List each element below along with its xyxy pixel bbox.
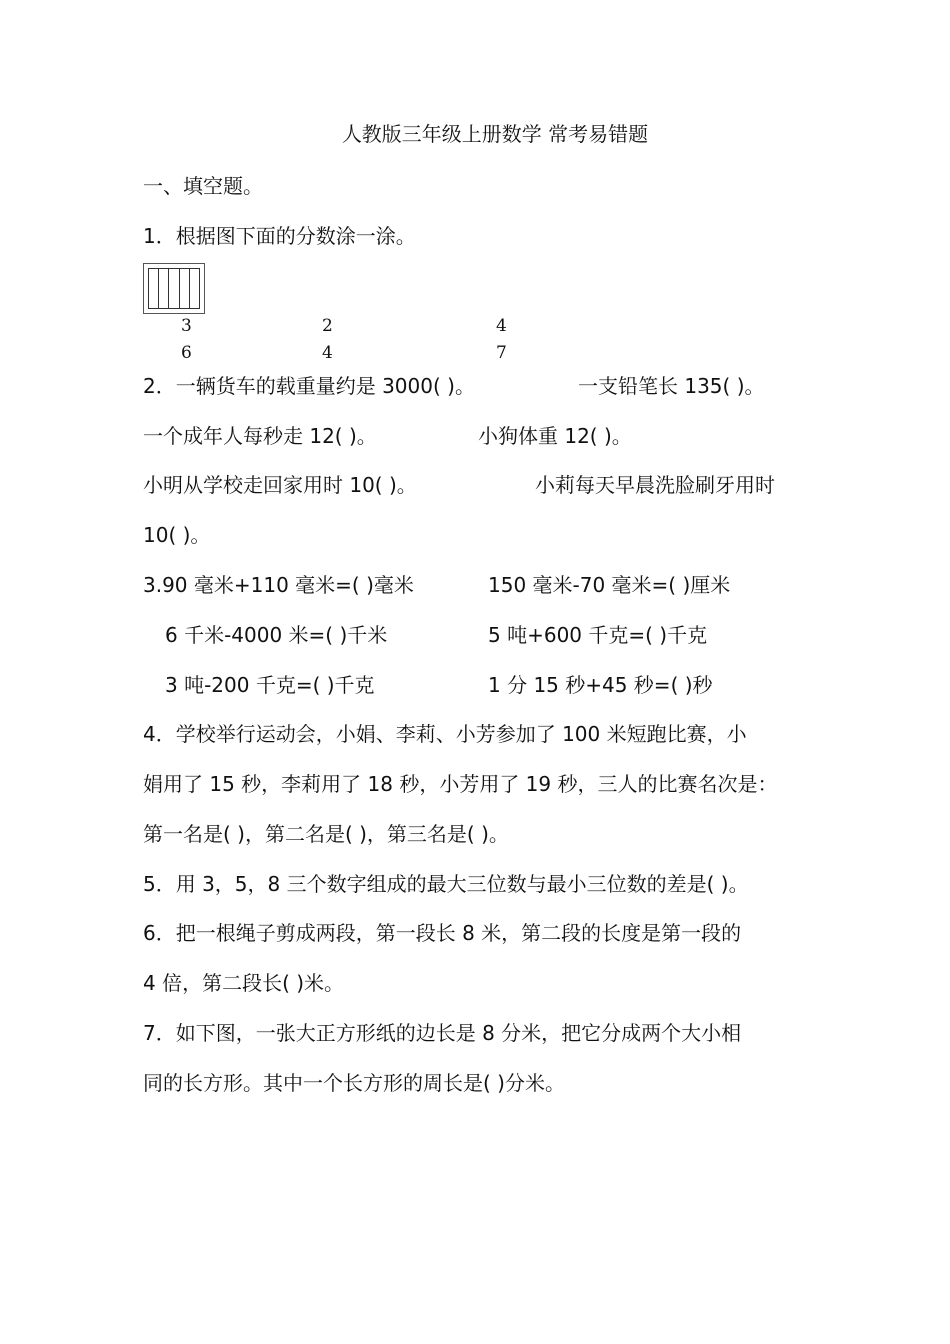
question-5: 5．用 3，5，8 三个数字组成的最大三位数与最小三位数的差是( )。 bbox=[143, 872, 749, 896]
page-title: 人教版三年级上册数学 常考易错题 bbox=[341, 122, 649, 146]
fraction-2-numerator: 2 bbox=[322, 316, 333, 336]
question-2-xiaoming: 小明从学校走回家用时 10( )。 bbox=[143, 473, 417, 497]
question-3-e: 3 吨-200 千克=( )千克 bbox=[165, 673, 375, 697]
question-2-pencil: 一支铅笔长 135( )。 bbox=[578, 374, 765, 398]
question-2-puppy: 小狗体重 12( )。 bbox=[478, 424, 632, 448]
fraction-1-denominator: 6 bbox=[181, 343, 192, 363]
fraction-3-denominator: 7 bbox=[496, 343, 507, 363]
question-3-a: 3.90 毫米+110 毫米=( )毫米 bbox=[143, 573, 414, 597]
question-1: 1．根据图下面的分数涂一涂。 bbox=[143, 224, 416, 248]
question-4-line2: 娟用了 15 秒，李莉用了 18 秒，小芳用了 19 秒，三人的比赛名次是： bbox=[143, 772, 778, 796]
question-7-line1: 7．如下图，一张大正方形纸的边长是 8 分米，把它分成两个大小相 bbox=[143, 1021, 742, 1045]
question-2-xiaoli: 小莉每天早晨洗脸刷牙用时 bbox=[535, 473, 775, 497]
question-6-line2: 4 倍，第二段长( )米。 bbox=[143, 971, 345, 995]
fraction-1-numerator: 3 bbox=[181, 316, 192, 336]
question-3-c: 6 千米-4000 米=( )千米 bbox=[165, 623, 388, 647]
question-4-line3: 第一名是( )，第二名是( )，第三名是( )。 bbox=[143, 822, 509, 846]
question-2-xiaoli-cont: 10( )。 bbox=[143, 523, 211, 547]
fraction-2-denominator: 4 bbox=[322, 343, 333, 363]
rectangle-strips bbox=[148, 268, 200, 309]
question-2-truck: 2．一辆货车的载重量约是 3000( )。 bbox=[143, 374, 475, 398]
section-heading: 一、填空题。 bbox=[143, 174, 263, 198]
question-6-line1: 6．把一根绳子剪成两段，第一段长 8 米，第二段的长度是第一段的 bbox=[143, 921, 742, 945]
question-3-f: 1 分 15 秒+45 秒=( )秒 bbox=[488, 673, 713, 697]
question-2-adult-walk: 一个成年人每秒走 12( )。 bbox=[143, 424, 377, 448]
rectangle-figure bbox=[143, 263, 205, 314]
question-4-line1: 4．学校举行运动会，小娟、李莉、小芳参加了 100 米短跑比赛，小 bbox=[143, 722, 747, 746]
fraction-3-numerator: 4 bbox=[496, 316, 507, 336]
question-7-line2: 同的长方形。其中一个长方形的周长是( )分米。 bbox=[143, 1071, 565, 1095]
question-3-b: 150 毫米-70 毫米=( )厘米 bbox=[488, 573, 731, 597]
question-3-d: 5 吨+600 千克=( )千克 bbox=[488, 623, 708, 647]
